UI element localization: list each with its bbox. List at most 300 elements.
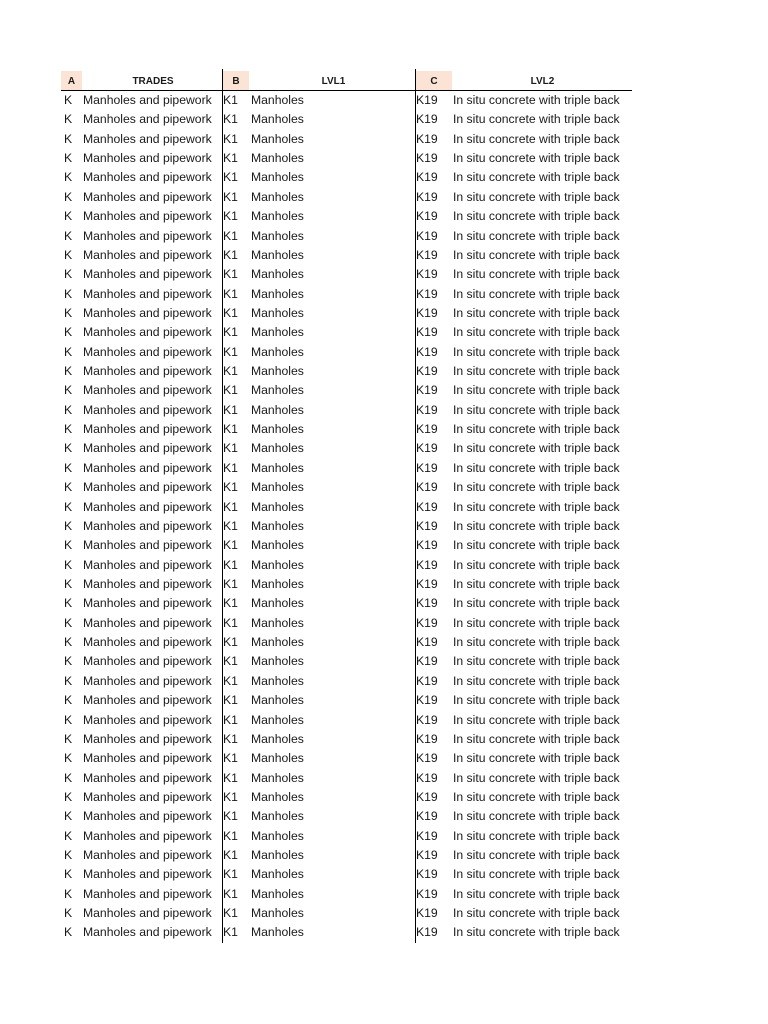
cell-lvl2[interactable]: In situ concrete with triple back [453,267,620,282]
cell-b[interactable]: K1 [223,770,238,785]
cell-lvl1[interactable]: Manholes [251,93,304,107]
cell-trades[interactable]: Manholes and pipework [83,112,212,127]
table-row [61,401,632,420]
cell-c[interactable]: K19 [416,441,438,456]
cell-b[interactable]: K1 [223,518,238,533]
table-row [61,91,632,110]
cell-a[interactable]: K [64,247,73,262]
cell-lvl1[interactable]: Manholes [251,615,304,630]
cell-lvl1[interactable]: Manholes [251,596,304,611]
cell-c[interactable]: K19 [416,151,438,166]
cell-trades[interactable]: Manholes and pipework [83,789,212,804]
cell-a[interactable]: K [64,557,73,572]
cell-b[interactable]: K1 [223,189,238,204]
cell-trades[interactable]: Manholes and pipework [83,189,212,204]
cell-a[interactable]: K [64,422,73,437]
cell-a[interactable]: K [64,789,73,804]
cell-trades[interactable]: Manholes and pipework [83,344,212,359]
cell-lvl2[interactable]: In situ concrete with triple back [453,286,620,301]
cell-a[interactable]: K [64,712,73,727]
cell-trades[interactable]: Manholes and pipework [83,557,212,572]
cell-b[interactable]: K1 [223,480,238,495]
cell-lvl1[interactable]: Manholes [251,925,304,940]
cell-b[interactable]: K1 [223,267,238,282]
cell-a[interactable]: K [64,151,73,166]
cell-b[interactable]: K1 [223,751,238,766]
cell-trades[interactable]: Manholes and pipework [83,906,212,921]
cell-b[interactable]: K1 [223,635,238,650]
cell-lvl1[interactable]: Manholes [251,325,304,340]
table-row [61,904,632,923]
cell-lvl1[interactable]: Manholes [251,460,304,475]
cell-a[interactable]: K [64,170,73,185]
cell-a[interactable]: K [64,576,73,591]
cell-c[interactable]: K19 [416,867,438,882]
cell-c[interactable]: K19 [416,93,438,107]
cell-b[interactable]: K1 [223,557,238,572]
cell-a[interactable]: K [64,189,73,204]
cell-c[interactable]: K19 [416,615,438,630]
cell-lvl1[interactable]: Manholes [251,906,304,921]
cell-trades[interactable]: Manholes and pipework [83,441,212,456]
cell-lvl1[interactable]: Manholes [251,789,304,804]
cell-c[interactable]: K19 [416,712,438,727]
cell-lvl1[interactable]: Manholes [251,654,304,669]
cell-c[interactable]: K19 [416,538,438,553]
cell-b[interactable]: K1 [223,499,238,514]
cell-a[interactable]: K [64,751,73,766]
cell-c[interactable]: K19 [416,228,438,243]
table-row [61,323,632,342]
cell-b[interactable]: K1 [223,809,238,824]
cell-b[interactable]: K1 [223,325,238,340]
cell-b[interactable]: K1 [223,131,238,146]
cell-c[interactable]: K19 [416,305,438,320]
cell-c[interactable]: K19 [416,383,438,398]
cell-lvl1[interactable]: Manholes [251,712,304,727]
cell-c[interactable]: K19 [416,828,438,843]
cell-a[interactable]: K [64,518,73,533]
cell-trades[interactable]: Manholes and pipework [83,731,212,746]
cell-a[interactable]: K [64,828,73,843]
cell-a[interactable]: K [64,364,73,379]
cell-a[interactable]: K [64,867,73,882]
cell-c[interactable]: K19 [416,286,438,301]
cell-b[interactable]: K1 [223,151,238,166]
cell-lvl2[interactable]: In situ concrete with triple back [453,576,620,591]
cell-c[interactable]: K19 [416,635,438,650]
cell-lvl1[interactable]: Manholes [251,770,304,785]
cell-lvl1[interactable]: Manholes [251,848,304,863]
cell-trades[interactable]: Manholes and pipework [83,286,212,301]
cell-lvl2[interactable]: In situ concrete with triple back [453,247,620,262]
cell-lvl2[interactable]: In situ concrete with triple back [453,460,620,475]
table-row [61,439,632,458]
cell-lvl2[interactable]: In situ concrete with triple back [453,596,620,611]
cell-c[interactable]: K19 [416,673,438,688]
cell-c[interactable]: K19 [416,576,438,591]
cell-c[interactable]: K19 [416,247,438,262]
table-row [61,498,632,517]
cell-b[interactable]: K1 [223,712,238,727]
cell-lvl2[interactable]: In situ concrete with triple back [453,867,620,882]
cell-lvl1[interactable]: Manholes [251,112,304,127]
cell-trades[interactable]: Manholes and pipework [83,93,212,107]
table-row [61,885,632,904]
cell-trades[interactable]: Manholes and pipework [83,925,212,940]
cell-c[interactable]: K19 [416,809,438,824]
cell-lvl1[interactable]: Manholes [251,344,304,359]
cell-a[interactable]: K [64,344,73,359]
cell-lvl1[interactable]: Manholes [251,364,304,379]
cell-a[interactable]: K [64,131,73,146]
cell-c[interactable]: K19 [416,654,438,669]
cell-b[interactable]: K1 [223,422,238,437]
cell-lvl1[interactable]: Manholes [251,170,304,185]
table-row [61,556,632,575]
table-row [61,730,632,749]
cell-lvl2[interactable]: In situ concrete with triple back [453,731,620,746]
cell-a[interactable]: K [64,402,73,417]
cell-lvl1[interactable]: Manholes [251,886,304,901]
cell-trades[interactable]: Manholes and pipework [83,673,212,688]
header-row [61,71,632,91]
table-row [61,207,632,226]
cell-a[interactable]: K [64,731,73,746]
cell-b[interactable]: K1 [223,364,238,379]
cell-a[interactable]: K [64,383,73,398]
cell-b[interactable]: K1 [223,789,238,804]
cell-c[interactable]: K19 [416,402,438,417]
cell-b[interactable]: K1 [223,906,238,921]
cell-trades[interactable]: Manholes and pipework [83,751,212,766]
cell-lvl2[interactable]: In situ concrete with triple back [453,383,620,398]
cell-lvl1[interactable]: Manholes [251,189,304,204]
cell-b[interactable]: K1 [223,460,238,475]
cell-lvl1[interactable]: Manholes [251,480,304,495]
cell-trades[interactable]: Manholes and pipework [83,576,212,591]
cell-a[interactable]: K [64,925,73,940]
table-row [61,168,632,187]
cell-c[interactable]: K19 [416,209,438,224]
cell-c[interactable]: K19 [416,325,438,340]
cell-lvl1[interactable]: Manholes [251,267,304,282]
cell-trades[interactable]: Manholes and pipework [83,635,212,650]
cell-c[interactable]: K19 [416,557,438,572]
cell-trades[interactable]: Manholes and pipework [83,170,212,185]
table-row [61,478,632,497]
cell-lvl2[interactable]: In situ concrete with triple back [453,712,620,727]
cell-lvl2[interactable]: In situ concrete with triple back [453,364,620,379]
cell-lvl1[interactable]: Manholes [251,557,304,572]
cell-b[interactable]: K1 [223,112,238,127]
cell-lvl2[interactable]: In situ concrete with triple back [453,325,620,340]
cell-trades[interactable]: Manholes and pipework [83,712,212,727]
cell-trades[interactable]: Manholes and pipework [83,654,212,669]
cell-lvl1[interactable]: Manholes [251,228,304,243]
cell-b[interactable]: K1 [223,886,238,901]
table-row [61,575,632,594]
cell-lvl2[interactable]: In situ concrete with triple back [453,751,620,766]
cell-b[interactable]: K1 [223,344,238,359]
cell-c[interactable]: K19 [416,189,438,204]
cell-a[interactable]: K [64,906,73,921]
cell-a[interactable]: K [64,325,73,340]
cell-a[interactable]: K [64,286,73,301]
cell-lvl2[interactable]: In situ concrete with triple back [453,112,620,127]
table-row [61,381,632,400]
cell-c[interactable]: K19 [416,886,438,901]
cell-lvl2[interactable]: In situ concrete with triple back [453,828,620,843]
cell-a[interactable]: K [64,112,73,127]
cell-b[interactable]: K1 [223,538,238,553]
cell-trades[interactable]: Manholes and pipework [83,131,212,146]
table-row [61,672,632,691]
cell-lvl1[interactable]: Manholes [251,828,304,843]
cell-c[interactable]: K19 [416,267,438,282]
cell-a[interactable]: K [64,93,73,107]
cell-lvl2[interactable]: In situ concrete with triple back [453,557,620,572]
cell-a[interactable]: K [64,809,73,824]
cell-lvl1[interactable]: Manholes [251,151,304,166]
cell-b[interactable]: K1 [223,93,238,107]
cell-lvl2[interactable]: In situ concrete with triple back [453,770,620,785]
cell-b[interactable]: K1 [223,383,238,398]
table-row [61,749,632,768]
table-row [61,923,632,942]
cell-a[interactable]: K [64,538,73,553]
cell-lvl1[interactable]: Manholes [251,131,304,146]
cell-lvl2[interactable]: In situ concrete with triple back [453,809,620,824]
cell-b[interactable]: K1 [223,867,238,882]
cell-trades[interactable]: Manholes and pipework [83,267,212,282]
cell-trades[interactable]: Manholes and pipework [83,228,212,243]
cell-trades[interactable]: Manholes and pipework [83,383,212,398]
cell-c[interactable]: K19 [416,751,438,766]
column-divider-c [415,69,416,943]
table-row [61,420,632,439]
cell-b[interactable]: K1 [223,209,238,224]
cell-trades[interactable]: Manholes and pipework [83,499,212,514]
cell-lvl2[interactable]: In situ concrete with triple back [453,131,620,146]
cell-c[interactable]: K19 [416,596,438,611]
cell-c[interactable]: K19 [416,131,438,146]
cell-lvl1[interactable]: Manholes [251,673,304,688]
cell-c[interactable]: K19 [416,422,438,437]
table-row [61,614,632,633]
table-row [61,362,632,381]
cell-c[interactable]: K19 [416,112,438,127]
cell-trades[interactable]: Manholes and pipework [83,848,212,863]
cell-lvl2[interactable]: In situ concrete with triple back [453,693,620,708]
cell-lvl1[interactable]: Manholes [251,383,304,398]
cell-a[interactable]: K [64,209,73,224]
cell-lvl1[interactable]: Manholes [251,809,304,824]
cell-c[interactable]: K19 [416,499,438,514]
cell-a[interactable]: K [64,267,73,282]
cell-c[interactable]: K19 [416,480,438,495]
cell-lvl2[interactable]: In situ concrete with triple back [453,925,620,940]
cell-lvl2[interactable]: In situ concrete with triple back [453,422,620,437]
cell-b[interactable]: K1 [223,731,238,746]
table-row [61,652,632,671]
cell-c[interactable]: K19 [416,770,438,785]
cell-b[interactable]: K1 [223,925,238,940]
cell-lvl1[interactable]: Manholes [251,209,304,224]
cell-lvl1[interactable]: Manholes [251,576,304,591]
cell-trades[interactable]: Manholes and pipework [83,422,212,437]
cell-c[interactable]: K19 [416,460,438,475]
cell-lvl1[interactable]: Manholes [251,635,304,650]
cell-c[interactable]: K19 [416,344,438,359]
cell-lvl2[interactable]: In situ concrete with triple back [453,441,620,456]
cell-lvl2[interactable]: In situ concrete with triple back [453,635,620,650]
cell-a[interactable]: K [64,886,73,901]
table-row [61,110,632,129]
cell-lvl2[interactable]: In situ concrete with triple back [453,848,620,863]
cell-lvl2[interactable]: In situ concrete with triple back [453,93,620,107]
cell-trades[interactable]: Manholes and pipework [83,867,212,882]
cell-b[interactable]: K1 [223,576,238,591]
cell-c[interactable]: K19 [416,170,438,185]
header-code-a: A [61,71,82,90]
cell-b[interactable]: K1 [223,228,238,243]
table-row [61,769,632,788]
cell-lvl1[interactable]: Manholes [251,518,304,533]
cell-b[interactable]: K1 [223,441,238,456]
cell-lvl2[interactable]: In situ concrete with triple back [453,189,620,204]
cell-lvl2[interactable]: In situ concrete with triple back [453,538,620,553]
cell-lvl2[interactable]: In situ concrete with triple back [453,906,620,921]
cell-lvl1[interactable]: Manholes [251,731,304,746]
cell-lvl2[interactable]: In situ concrete with triple back [453,402,620,417]
cell-c[interactable]: K19 [416,731,438,746]
cell-lvl2[interactable]: In situ concrete with triple back [453,228,620,243]
cell-trades[interactable]: Manholes and pipework [83,809,212,824]
cell-lvl2[interactable]: In situ concrete with triple back [453,673,620,688]
cell-trades[interactable]: Manholes and pipework [83,538,212,553]
cell-a[interactable]: K [64,654,73,669]
cell-lvl2[interactable]: In situ concrete with triple back [453,499,620,514]
cell-trades[interactable]: Manholes and pipework [83,615,212,630]
cell-lvl1[interactable]: Manholes [251,499,304,514]
cell-lvl1[interactable]: Manholes [251,693,304,708]
cell-b[interactable]: K1 [223,615,238,630]
table-row [61,130,632,149]
cell-b[interactable]: K1 [223,286,238,301]
cell-trades[interactable]: Manholes and pipework [83,518,212,533]
cell-trades[interactable]: Manholes and pipework [83,693,212,708]
cell-lvl2[interactable]: In situ concrete with triple back [453,344,620,359]
cell-a[interactable]: K [64,693,73,708]
cell-b[interactable]: K1 [223,693,238,708]
table-row [61,865,632,884]
cell-a[interactable]: K [64,460,73,475]
cell-c[interactable]: K19 [416,364,438,379]
cell-lvl1[interactable]: Manholes [251,751,304,766]
cell-b[interactable]: K1 [223,402,238,417]
cell-a[interactable]: K [64,848,73,863]
table-row [61,517,632,536]
cell-lvl1[interactable]: Manholes [251,441,304,456]
cell-a[interactable]: K [64,770,73,785]
cell-lvl1[interactable]: Manholes [251,538,304,553]
cell-c[interactable]: K19 [416,848,438,863]
cell-trades[interactable]: Manholes and pipework [83,325,212,340]
cell-b[interactable]: K1 [223,673,238,688]
cell-c[interactable]: K19 [416,693,438,708]
cell-a[interactable]: K [64,499,73,514]
cell-a[interactable]: K [64,673,73,688]
cell-lvl2[interactable]: In situ concrete with triple back [453,480,620,495]
cell-lvl1[interactable]: Manholes [251,402,304,417]
cell-lvl1[interactable]: Manholes [251,422,304,437]
table-row [61,594,632,613]
cell-trades[interactable]: Manholes and pipework [83,596,212,611]
cell-a[interactable]: K [64,635,73,650]
cell-trades[interactable]: Manholes and pipework [83,460,212,475]
cell-trades[interactable]: Manholes and pipework [83,402,212,417]
cell-lvl2[interactable]: In situ concrete with triple back [453,151,620,166]
cell-lvl1[interactable]: Manholes [251,247,304,262]
cell-lvl2[interactable]: In situ concrete with triple back [453,615,620,630]
cell-b[interactable]: K1 [223,170,238,185]
cell-trades[interactable]: Manholes and pipework [83,247,212,262]
cell-a[interactable]: K [64,615,73,630]
cell-b[interactable]: K1 [223,828,238,843]
cell-a[interactable]: K [64,480,73,495]
cell-c[interactable]: K19 [416,789,438,804]
cell-trades[interactable]: Manholes and pipework [83,480,212,495]
cell-trades[interactable]: Manholes and pipework [83,209,212,224]
cell-trades[interactable]: Manholes and pipework [83,151,212,166]
cell-b[interactable]: K1 [223,247,238,262]
cell-b[interactable]: K1 [223,596,238,611]
spreadsheet-table [61,71,632,943]
cell-lvl1[interactable]: Manholes [251,305,304,320]
cell-trades[interactable]: Manholes and pipework [83,305,212,320]
cell-a[interactable]: K [64,441,73,456]
cell-lvl2[interactable]: In situ concrete with triple back [453,170,620,185]
table-row [61,807,632,826]
cell-a[interactable]: K [64,305,73,320]
cell-lvl1[interactable]: Manholes [251,286,304,301]
cell-c[interactable]: K19 [416,518,438,533]
cell-b[interactable]: K1 [223,848,238,863]
cell-trades[interactable]: Manholes and pipework [83,364,212,379]
header-lvl1: LVL1 [321,76,346,87]
table-row [61,227,632,246]
cell-trades[interactable]: Manholes and pipework [83,828,212,843]
cell-c[interactable]: K19 [416,906,438,921]
cell-b[interactable]: K1 [223,654,238,669]
cell-c[interactable]: K19 [416,925,438,940]
cell-lvl2[interactable]: In situ concrete with triple back [453,305,620,320]
cell-lvl2[interactable]: In situ concrete with triple back [453,209,620,224]
cell-lvl1[interactable]: Manholes [251,867,304,882]
cell-trades[interactable]: Manholes and pipework [83,770,212,785]
cell-a[interactable]: K [64,596,73,611]
cell-lvl2[interactable]: In situ concrete with triple back [453,654,620,669]
cell-lvl2[interactable]: In situ concrete with triple back [453,886,620,901]
cell-b[interactable]: K1 [223,305,238,320]
cell-trades[interactable]: Manholes and pipework [83,886,212,901]
cell-lvl2[interactable]: In situ concrete with triple back [453,789,620,804]
table-row [61,788,632,807]
cell-lvl2[interactable]: In situ concrete with triple back [453,518,620,533]
table-row [61,343,632,362]
cell-a[interactable]: K [64,228,73,243]
